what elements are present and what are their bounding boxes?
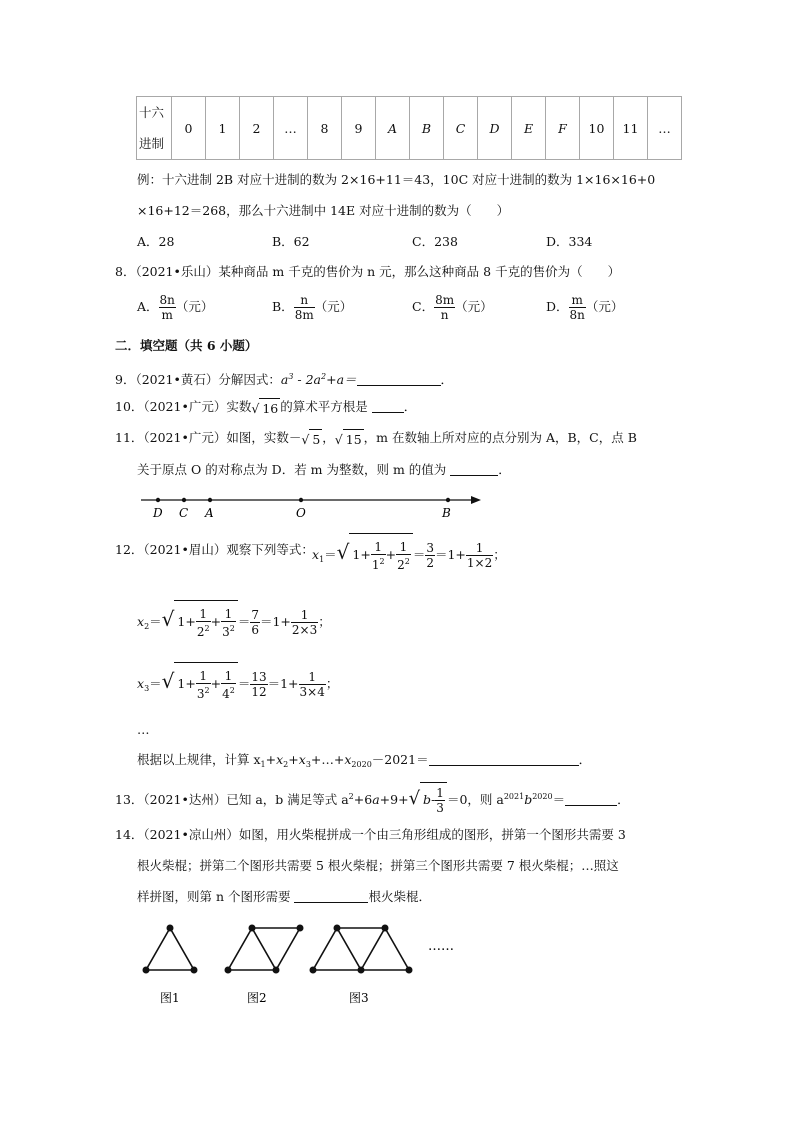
numerator: 3 bbox=[426, 541, 434, 555]
q7-option-d: D．334 bbox=[546, 234, 593, 249]
q8-option-b bbox=[272, 292, 352, 322]
q11-text: 11．（2021•广元）如图，实数－ bbox=[115, 430, 302, 445]
sqrt-symbol: √ 16 bbox=[251, 398, 280, 417]
q7-example-line1: 例：十六进制 2B 对应十进制的数为 2×16+11＝43，10C 对应十进制的数为 1×16×16+0 bbox=[137, 172, 656, 187]
q10-suffix: 的算术平方根是 bbox=[280, 399, 368, 414]
q9 bbox=[115, 369, 453, 388]
label-o: O bbox=[296, 506, 306, 520]
point-c bbox=[182, 498, 186, 502]
numerator: 1 bbox=[291, 608, 318, 623]
base: 2 bbox=[397, 557, 405, 572]
unit: （元） bbox=[314, 299, 353, 314]
numerator: 8m bbox=[435, 293, 455, 307]
denominator: 2×3 bbox=[291, 623, 318, 637]
q12-row-1: $x_1=√$ 1+ $\frac{1}{1^2}$ + $\frac{1}{2^2}$ ＝ $\frac{3}{2}$ ＝1+ $\frac{1}{1\times 2}$ ； bbox=[312, 533, 506, 577]
hex-table bbox=[136, 96, 682, 160]
label-d: D bbox=[153, 506, 163, 520]
q12-row-2: $x_2=√$ 1+ $\frac{1}{2^2}$ + $\frac{1}{3^2}$ ＝ $\frac{7}{6}$ ＝1+ $\frac{1}{2\times 3}$ ； bbox=[137, 600, 331, 644]
hex-cell: 2 bbox=[240, 97, 274, 160]
q8-option-a bbox=[137, 292, 213, 322]
number-line-figure bbox=[135, 490, 485, 522]
denominator: $1^2$ bbox=[371, 556, 385, 572]
radicand: b- $\frac{1}{3}$ bbox=[420, 782, 447, 815]
q8-option-c bbox=[412, 292, 493, 322]
q12-conclusion: 根据以上规律，计算 $x_1+x_2+x_3+\dots+x_{2020}-2021=$ ． bbox=[137, 752, 592, 769]
q11-text: 关于原点 O 的对称点为 D．若 m 为整数，则 m 的值为 bbox=[137, 462, 447, 477]
numerator: 1 bbox=[466, 541, 493, 556]
q11-text: ， bbox=[322, 430, 335, 445]
hex-header-line2: 进制 bbox=[139, 136, 165, 151]
q12-end: ． bbox=[578, 752, 592, 767]
q7-option-a: A．28 bbox=[137, 234, 175, 249]
numerator: 1 bbox=[436, 786, 444, 800]
numerator: m bbox=[569, 293, 586, 308]
denominator: 6 bbox=[251, 623, 259, 637]
denominator: $2^2$ bbox=[196, 623, 210, 639]
hex-cell: C bbox=[444, 97, 478, 160]
numerator: 1 bbox=[396, 540, 411, 555]
sqrt-symbol: √ 5 bbox=[301, 429, 322, 448]
q12-ellipsis: … bbox=[137, 722, 150, 737]
answer-blank[interactable] bbox=[450, 463, 498, 476]
hex-cell: B bbox=[410, 97, 444, 160]
hex-cell: … bbox=[648, 97, 682, 160]
q7-option-c: C．238 bbox=[412, 234, 458, 249]
sqrt-icon: √ bbox=[336, 540, 350, 564]
label-a: A bbox=[205, 506, 214, 520]
denominator: 8n bbox=[569, 308, 585, 322]
hex-cell: … bbox=[274, 97, 308, 160]
denominator: $3^2$ bbox=[222, 623, 235, 639]
sqrt-icon: √ bbox=[161, 607, 175, 631]
q11-line1 bbox=[115, 429, 637, 448]
q12-row-3: $x_3=√$ 1+ $\frac{1}{3^2}$ + $\frac{1}{4^2}$ ＝ $\frac{13}{12}$ ＝1+ $\frac{1}{3\times 4}$ ； bbox=[137, 662, 338, 706]
q9-expr: $a^3 - 2a^2+a=$ bbox=[280, 372, 357, 387]
numerator: 8n bbox=[159, 293, 175, 307]
hex-cell: A bbox=[376, 97, 410, 160]
denominator: 1×2 bbox=[466, 556, 493, 570]
radicand: 5 bbox=[309, 429, 322, 448]
denominator: $4^2$ bbox=[222, 685, 235, 701]
radicand: 1+ $\frac{1}{2^2}$ + $\frac{1}{3^2}$ bbox=[174, 600, 237, 639]
q14-line1: 14．（2021•凉山州）如图，用火柴棍拼成一个由三角形组成的图形，拼第一个图形共需要 3 bbox=[115, 827, 626, 842]
fig-label-3: 图3 bbox=[349, 991, 369, 1005]
hex-cell: 10 bbox=[580, 97, 614, 160]
answer-blank[interactable] bbox=[294, 890, 368, 903]
figure-2 bbox=[228, 928, 300, 970]
q7-example-line2: ×16+12＝268，那么十六进制中 14E 对应十进制的数为（ ） bbox=[137, 203, 510, 218]
hex-row bbox=[137, 97, 682, 160]
numerator: 1 bbox=[221, 607, 236, 622]
denominator: $2^2$ bbox=[397, 556, 410, 572]
fraction bbox=[221, 607, 236, 639]
option-label: B． bbox=[272, 299, 294, 314]
point-o bbox=[299, 498, 303, 502]
hex-header-cell bbox=[137, 97, 172, 160]
fraction bbox=[196, 607, 211, 639]
fraction bbox=[250, 608, 260, 637]
numerator: 1 bbox=[196, 607, 211, 622]
denominator: 2 bbox=[426, 556, 434, 570]
denominator: 3 bbox=[436, 801, 444, 815]
q14-text: 样拼图，则第 n 个图形需要 bbox=[137, 889, 291, 904]
denominator: 12 bbox=[251, 685, 267, 699]
answer-blank[interactable] bbox=[357, 373, 441, 386]
q8-stem: 8．（2021•乐山）某种商品 m 千克的售价为 n 元，那么这种商品 8 千克的售价为（ ） bbox=[115, 264, 621, 279]
fraction bbox=[221, 669, 236, 701]
sqrt-icon: √ bbox=[408, 788, 421, 809]
numerator: 13 bbox=[251, 670, 267, 684]
var: x bbox=[137, 676, 145, 691]
sqrt-symbol: √ 15 bbox=[335, 429, 364, 448]
fraction bbox=[159, 293, 176, 322]
option-label: C． bbox=[412, 299, 435, 314]
base: 4 bbox=[222, 686, 230, 701]
fig-label-1: 图1 bbox=[160, 991, 180, 1005]
hex-cell: 11 bbox=[614, 97, 648, 160]
matchstick-figures bbox=[138, 920, 468, 1010]
fraction bbox=[371, 540, 386, 572]
subscript: 3 bbox=[144, 684, 150, 693]
sqrt-icon: √ bbox=[161, 669, 175, 693]
fraction bbox=[250, 670, 267, 699]
fig-label-2: 图2 bbox=[247, 991, 267, 1005]
q12-text: 根据以上规律，计算 x bbox=[137, 752, 261, 767]
radicand: 1+ $\frac{1}{3^2}$ + $\frac{1}{4^2}$ bbox=[174, 662, 237, 701]
section-heading: 二．填空题（共 6 小题） bbox=[115, 338, 258, 353]
label-c: C bbox=[179, 506, 189, 520]
fraction bbox=[291, 608, 318, 637]
denominator: $3^2$ bbox=[196, 685, 210, 701]
radicand: 15 bbox=[343, 429, 364, 448]
numerator: 1 bbox=[371, 540, 386, 555]
option-label: D． bbox=[546, 299, 569, 314]
denominator: 8m bbox=[294, 308, 314, 322]
base: 1 bbox=[371, 557, 380, 572]
radicand: 16 bbox=[259, 398, 280, 417]
arrow-icon bbox=[471, 496, 481, 504]
q14-line2: 根火柴棍；拼第二个图形共需要 5 根火柴棍；拼第三个图形共需要 7 根火柴棍；…照这 bbox=[137, 858, 619, 873]
base: 3 bbox=[196, 686, 205, 701]
q7-option-b: B．62 bbox=[272, 234, 310, 249]
denominator: n bbox=[440, 308, 449, 322]
fraction bbox=[425, 541, 435, 570]
fraction bbox=[196, 669, 211, 701]
q10 bbox=[115, 398, 416, 417]
q14-text: 根火柴棍． bbox=[368, 889, 431, 904]
answer-blank[interactable] bbox=[565, 793, 617, 806]
option-label: A． bbox=[137, 299, 159, 314]
q8-option-d bbox=[546, 292, 623, 322]
answer-blank[interactable] bbox=[429, 753, 579, 766]
hex-cell: 1 bbox=[206, 97, 240, 160]
fraction bbox=[435, 786, 445, 815]
base: 2 bbox=[196, 624, 205, 639]
hex-cell: 9 bbox=[342, 97, 376, 160]
hex-cell: D bbox=[478, 97, 512, 160]
subscript: 2 bbox=[144, 622, 150, 631]
q10-end: ． bbox=[403, 399, 417, 414]
q11-line2 bbox=[137, 462, 511, 478]
fraction bbox=[434, 293, 455, 322]
q13: 13．（2021•达州）已知 a，b 满足等式 $a^2+6a+9+√$ b- $\frac{1}{3}$ ＝0，则 $a^{2021}b^{2020}=$ ． bbox=[115, 782, 630, 815]
base: 3 bbox=[222, 624, 230, 639]
fraction bbox=[396, 540, 411, 572]
hex-cell: F bbox=[546, 97, 580, 160]
unit: （元） bbox=[455, 299, 493, 314]
label-b: B bbox=[442, 506, 451, 520]
unit: （元） bbox=[175, 299, 214, 314]
fraction bbox=[294, 293, 315, 322]
hex-cell: 8 bbox=[308, 97, 342, 160]
fraction bbox=[569, 293, 586, 322]
subscript: 1 bbox=[319, 555, 325, 564]
q13-text: ，则 a bbox=[467, 792, 504, 807]
q11-text: ，m 在数轴上所对应的点分别为 A，B，C，点 B bbox=[363, 430, 637, 445]
figure-1 bbox=[146, 928, 194, 970]
q9-prefix: 9．（2021•黄石）分解因式： bbox=[115, 372, 281, 387]
q12-text: －2021＝ bbox=[371, 752, 429, 767]
numerator: 1 bbox=[299, 670, 326, 685]
figure-3 bbox=[313, 928, 409, 970]
q12-intro: 12．（2021•眉山）观察下列等式： bbox=[115, 542, 314, 557]
q13-text: 13．（2021•达州）已知 a，b 满足等式 a bbox=[115, 792, 349, 807]
denominator: 3×4 bbox=[299, 685, 325, 699]
point-d bbox=[156, 498, 160, 502]
var: x bbox=[137, 614, 145, 629]
numerator: n bbox=[294, 293, 315, 308]
point-a bbox=[208, 498, 212, 502]
q14-line3 bbox=[137, 889, 431, 905]
q10-prefix: 10．（2021•广元）实数 bbox=[115, 399, 252, 414]
q13-end: ． bbox=[617, 792, 630, 807]
var: x bbox=[312, 547, 320, 562]
hex-header-line1: 十六 bbox=[139, 105, 165, 120]
unit: （元） bbox=[585, 299, 624, 314]
continuation-dots: …… bbox=[428, 939, 454, 954]
denominator: m bbox=[161, 308, 173, 322]
figure-1-dots bbox=[143, 925, 198, 974]
fraction bbox=[299, 670, 326, 699]
numerator: 1 bbox=[221, 669, 236, 684]
numerator: 7 bbox=[251, 608, 259, 622]
q11-end: ． bbox=[498, 462, 511, 477]
answer-blank[interactable] bbox=[372, 400, 404, 413]
q9-suffix: ． bbox=[440, 372, 454, 387]
numerator: 1 bbox=[196, 669, 211, 684]
hex-cell: E bbox=[512, 97, 546, 160]
hex-cell: 0 bbox=[172, 97, 206, 160]
fraction bbox=[466, 541, 493, 570]
point-b bbox=[446, 498, 450, 502]
radicand: 1+ $\frac{1}{1^2}$ + $\frac{1}{2^2}$ bbox=[349, 533, 412, 572]
